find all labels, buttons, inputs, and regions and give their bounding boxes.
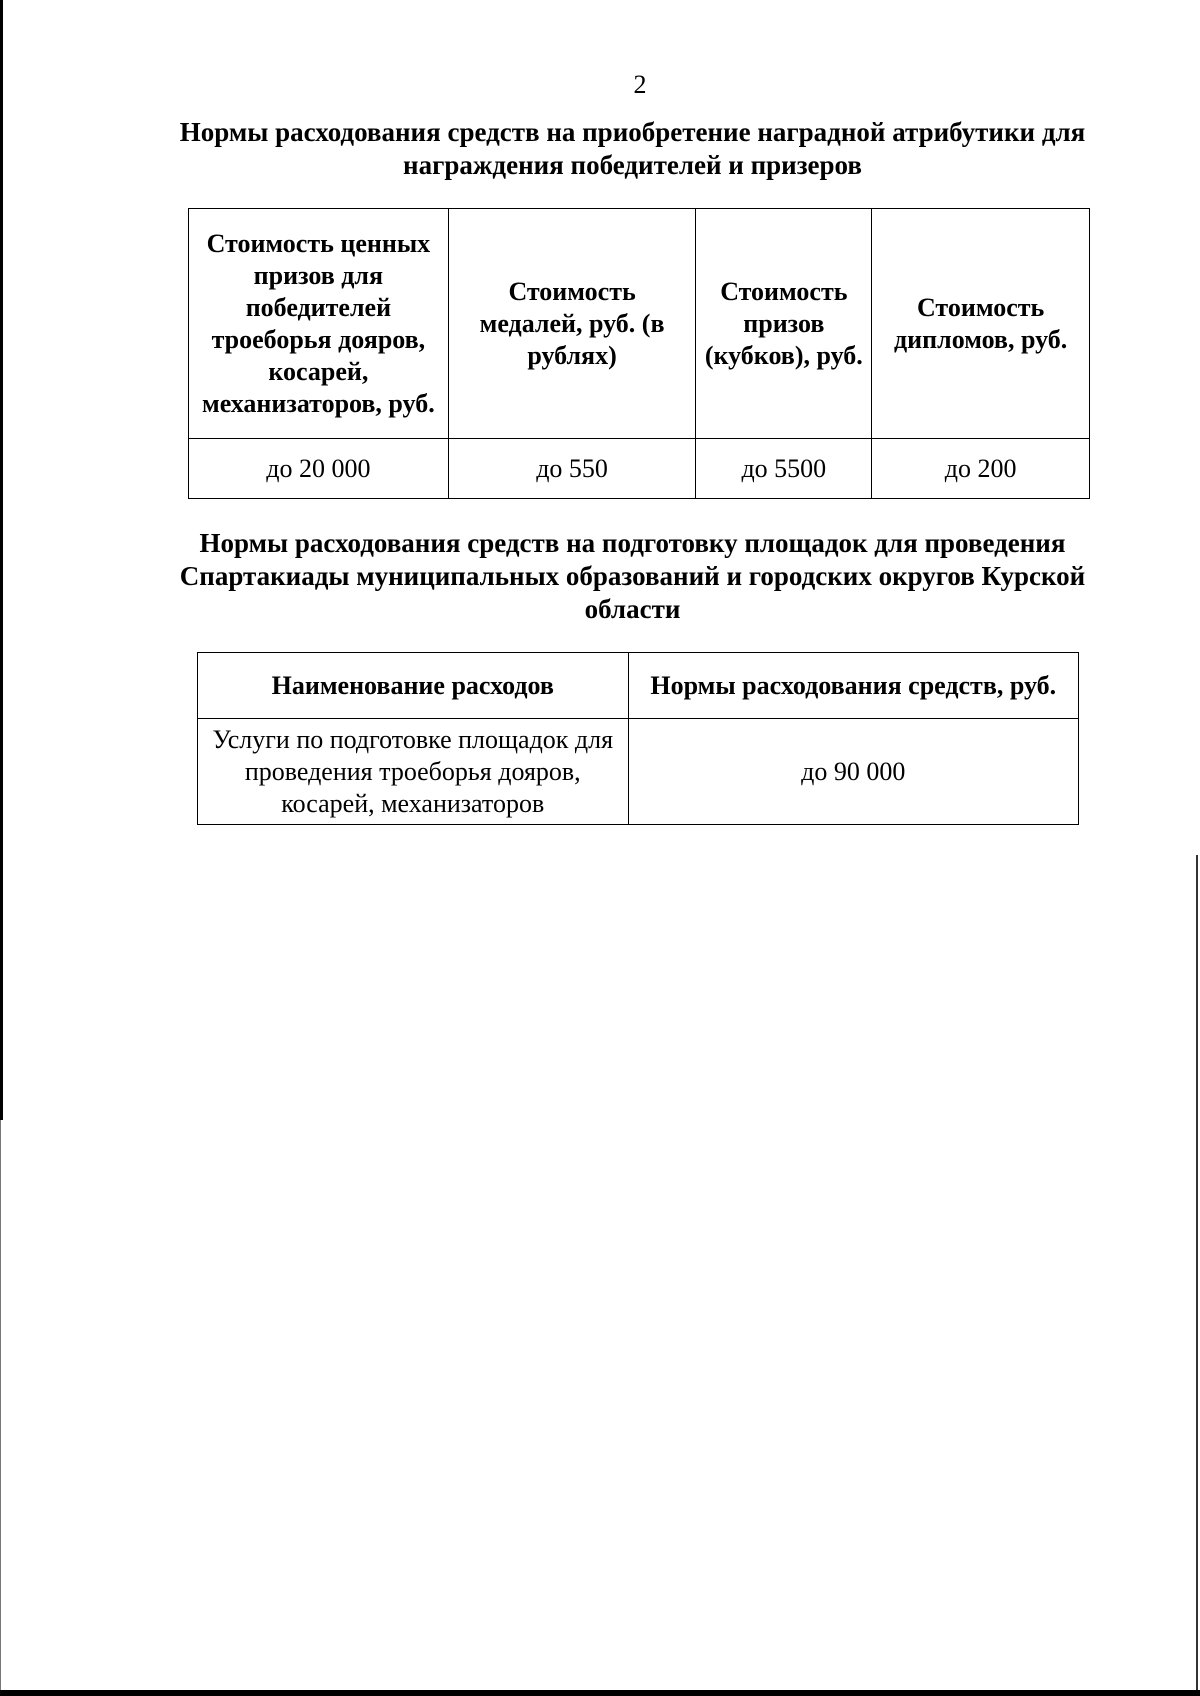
value-diplomas-cost: до 200 <box>872 439 1090 499</box>
cell-expense-name: Услуги по подготовке площадок для проведения троеборья дояров, косарей, механизаторов <box>198 719 629 825</box>
scan-edge-left-lower <box>0 1120 1 1696</box>
scan-edge-bottom <box>0 1690 1200 1696</box>
awards-cost-table <box>188 208 1090 499</box>
value-cups-cost: до 5500 <box>696 439 872 499</box>
page-number: 2 <box>633 70 647 99</box>
header-expense-name: Наименование расходов <box>198 653 629 719</box>
section-1-title: Нормы расходования средств на приобретение наградной атрибутики для награждения победителей и призеров <box>179 117 1086 180</box>
value-medals-cost: до 550 <box>448 439 696 499</box>
header-prizes-cost: Стоимость ценных призов для победителей троеборья дояров, косарей, механизаторов, руб. <box>189 209 449 439</box>
venue-preparation-table <box>197 652 1079 825</box>
table-row <box>189 439 1090 499</box>
header-medals-cost: Стоимость медалей, руб. (в рублях) <box>448 209 696 439</box>
scan-edge-left <box>0 0 3 1120</box>
header-cups-cost: Стоимость призов (кубков), руб. <box>696 209 872 439</box>
header-expense-norm: Нормы расходования средств, руб. <box>628 653 1078 719</box>
section-2-title: Нормы расходования средств на подготовку площадок для проведения Спартакиады муниципальных образований и городских округов Курской области <box>179 528 1086 624</box>
table-header-row <box>198 653 1079 719</box>
scan-edge-right <box>1196 855 1198 1696</box>
value-prizes-cost: до 20 000 <box>189 439 449 499</box>
header-diplomas-cost: Стоимость дипломов, руб. <box>872 209 1090 439</box>
table-row <box>198 719 1079 825</box>
cell-expense-norm: до 90 000 <box>628 719 1078 825</box>
table-header-row <box>189 209 1090 439</box>
